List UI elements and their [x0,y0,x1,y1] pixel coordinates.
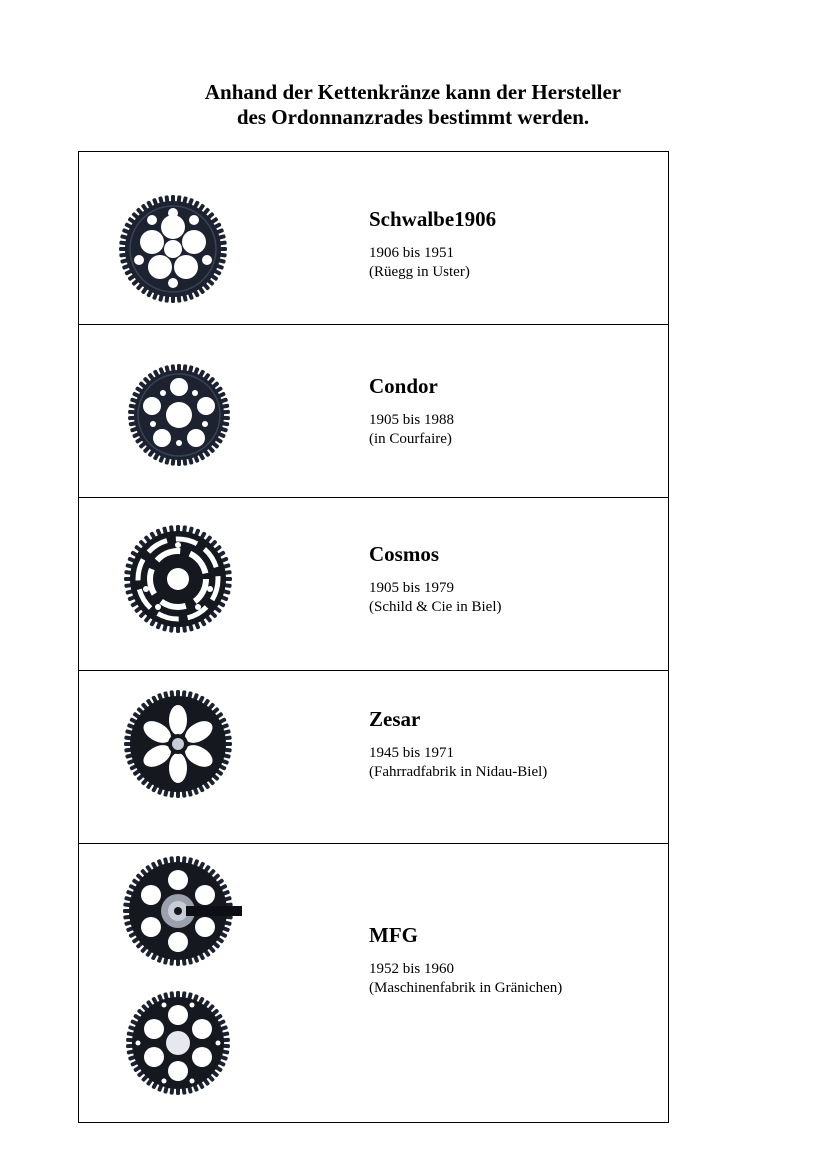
manufacturer-info [369,373,454,449]
manufacturer-info [369,706,547,782]
manufacturer-info [369,922,562,998]
manufacturer-name: Condor [369,374,438,398]
manufacturer-table [78,151,669,1123]
chainring-condor-icon [125,361,233,469]
chainring-mfg-crank-icon [119,852,243,970]
chainring-cosmos-icon [121,522,235,636]
production-period: 1906 bis 1951 [369,245,455,261]
production-period: 1905 bis 1988 [369,412,455,428]
production-place: (Rüegg in Uster) [369,264,470,280]
table-row [78,843,669,1123]
table-row [78,151,669,325]
production-period: 1905 bis 1979 [369,580,455,596]
manufacturer-name: MFG [369,923,418,947]
manufacturer-info [369,541,502,617]
manufacturer-name: Schwalbe1906 [369,207,497,231]
manufacturer-info [369,206,496,282]
table-row [78,324,669,498]
production-place: (in Courfaire) [369,431,452,447]
chainring-schwalbe-icon [116,192,230,306]
title-line-2: des Ordonnanzrades bestimmt werden. [236,105,590,129]
table-row [78,670,669,844]
production-place: (Maschinenfabrik in Gränichen) [369,980,563,996]
chainring-mfg-icon [123,988,233,1098]
manufacturer-name: Cosmos [369,542,440,566]
production-place: (Fahrradfabrik in Nidau-Biel) [369,764,548,780]
title-line-1: Anhand der Kettenkränze kann der Hersteller [204,80,622,104]
production-period: 1945 bis 1971 [369,745,455,761]
table-row [78,497,669,671]
production-place: (Schild & Cie in Biel) [369,599,502,615]
chainring-zesar-icon [121,687,235,801]
page-title [0,80,826,130]
manufacturer-name: Zesar [369,707,421,731]
production-period: 1952 bis 1960 [369,961,455,977]
